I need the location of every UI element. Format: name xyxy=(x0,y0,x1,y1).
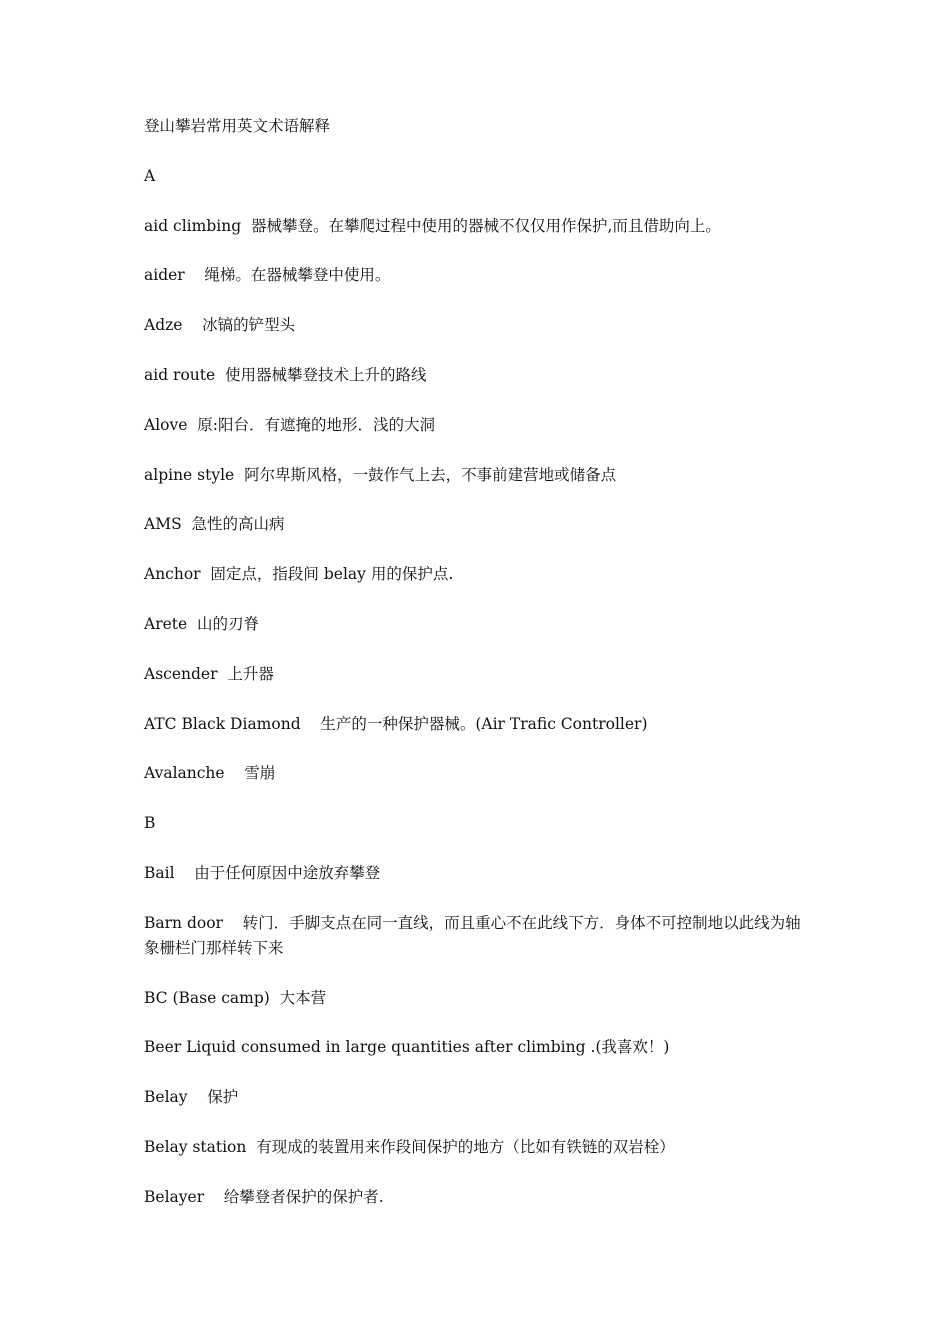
glossary-entry: Avalanche 雪崩 xyxy=(144,764,276,783)
glossary-entry: AMS 急性的高山病 xyxy=(144,515,285,534)
glossary-entry: Anchor 固定点，指段间 belay 用的保护点. xyxy=(144,565,454,584)
document-body xyxy=(144,114,814,1235)
glossary-entry: aid climbing 器械攀登。在攀爬过程中使用的器械不仅仅用作保护,而且借助向上。 xyxy=(144,216,721,235)
glossary-entry: Bail 由于任何原因中途放弃攀登 xyxy=(144,863,381,882)
glossary-entry: ATC Black Diamond 生产的一种保护器械。(Air Trafic Controller) xyxy=(144,714,648,733)
glossary-entry: Arete 山的刃脊 xyxy=(144,614,260,633)
glossary-entry: alpine style 阿尔卑斯风格，一鼓作气上去，不事前建营地或储备点 xyxy=(144,465,617,484)
glossary-entry: aid route 使用器械攀登技术上升的路线 xyxy=(144,365,427,384)
glossary-entry: Belay 保护 xyxy=(144,1088,239,1107)
glossary-entry: Barn door 转门．手脚支点在同一直线，而且重心不在此线下方．身体不可控制地以此线为轴象栅栏门那样转下来 xyxy=(144,913,801,957)
glossary-entry: Belayer 给攀登者保护的保护者. xyxy=(144,1187,384,1206)
glossary-entry: Alove 原:阳台．有遮掩的地形．浅的大洞 xyxy=(144,415,435,434)
section-letter-b: B xyxy=(144,814,156,833)
glossary-entry: BC (Base camp) 大本营 xyxy=(144,988,327,1007)
glossary-entry: Ascender 上升器 xyxy=(144,664,274,683)
glossary-entry: Belay station 有现成的装置用来作段间保护的地方（比如有铁链的双岩栓） xyxy=(144,1137,675,1156)
glossary-entry: Adze 冰镐的铲型头 xyxy=(144,316,296,335)
glossary-entry: aider 绳梯。在器械攀登中使用。 xyxy=(144,266,391,285)
document-title: 登山攀岩常用英文术语解释 xyxy=(144,117,331,135)
section-letter-a: A xyxy=(144,166,156,185)
glossary-entry: Beer Liquid consumed in large quantities after climbing .(我喜欢！) xyxy=(144,1038,670,1057)
